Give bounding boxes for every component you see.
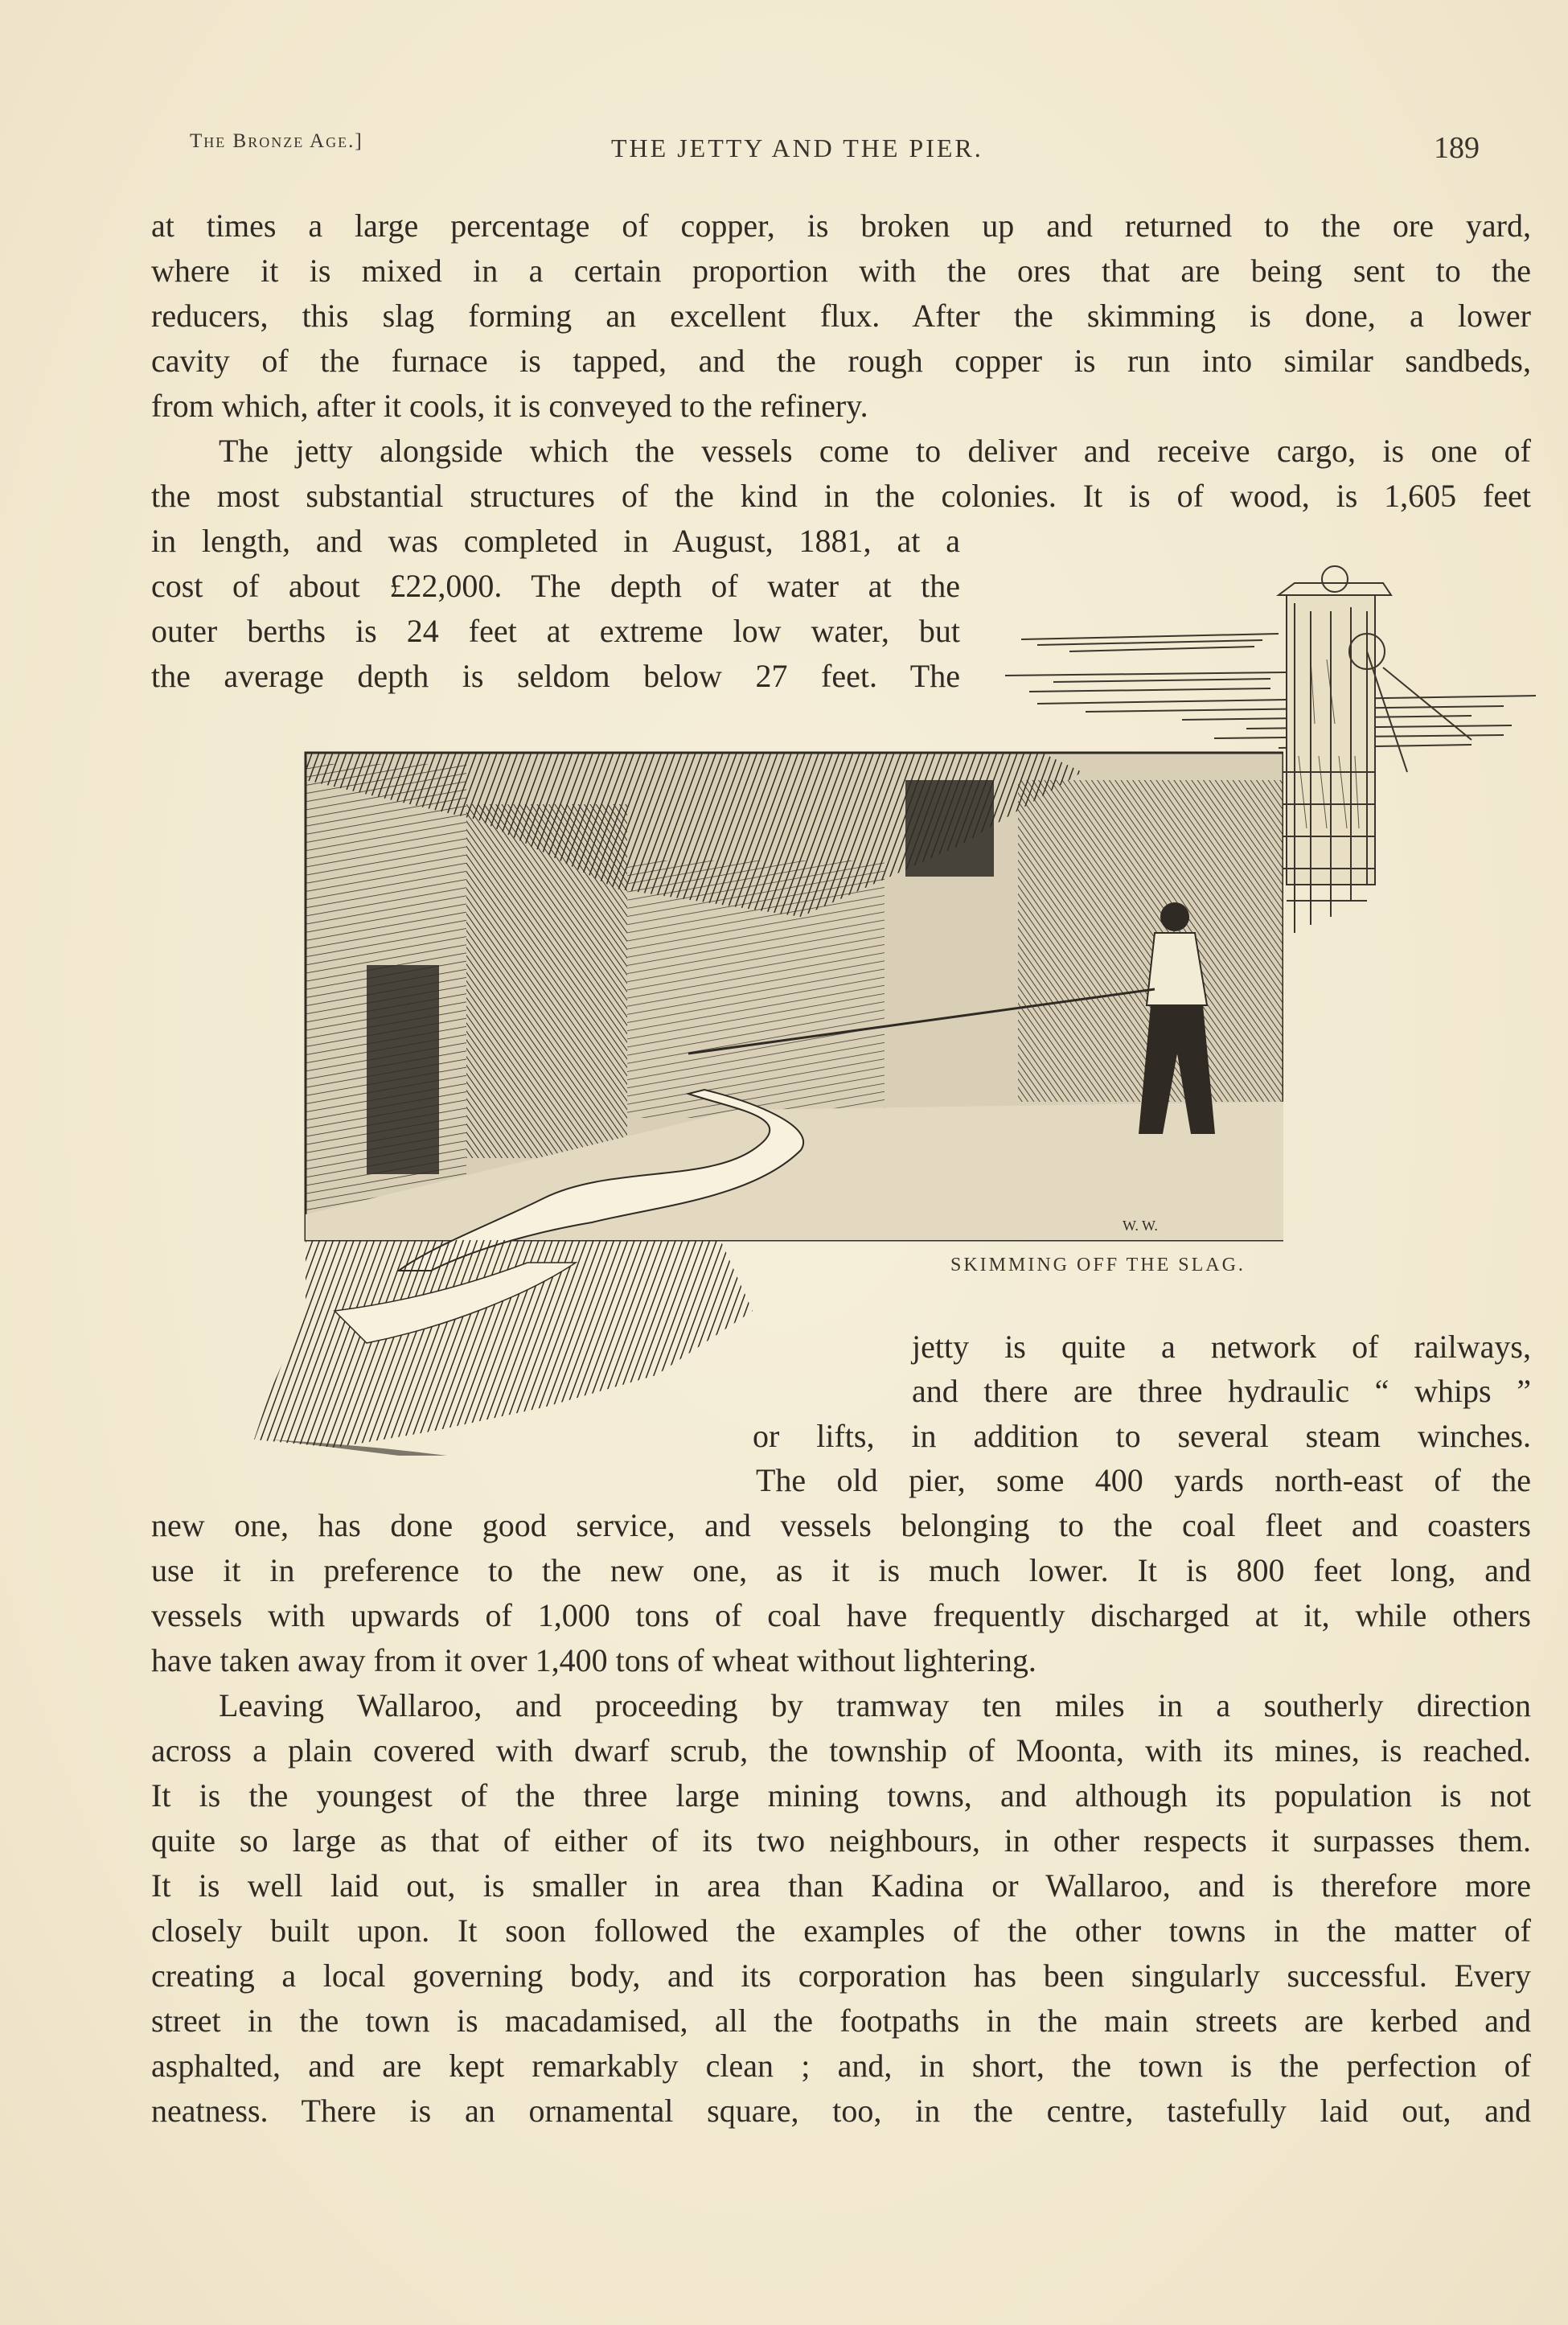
text-line: quite so large as that of either of its two neighbours, in other respects it surpasses them.	[151, 1822, 1531, 1859]
page-number: 189	[1434, 131, 1480, 165]
text-line: new one, has done good service, and vessels belonging to the coal fleet and coasters	[151, 1507, 1531, 1543]
text-line: have taken away from it over 1,400 tons of wheat without lightering.	[151, 1642, 1036, 1678]
text-line: and there are three hydraulic “ whips ”	[912, 1373, 1531, 1409]
text-line: neatness. There is an ornamental square, too, in the centre, tastefully laid out, and	[151, 2093, 1531, 2129]
illustration-caption: SKIMMING OFF THE SLAG.	[950, 1255, 1246, 1275]
text-line: The jetty alongside which the vessels come to deliver and receive cargo, is one of	[219, 433, 1531, 469]
text-line: cost of about £22,000. The depth of water at the	[151, 568, 960, 604]
running-head: The Bronze Age.]	[190, 130, 363, 152]
text-line: the most substantial structures of the kind in the colonies. It is of wood, is 1,605 feet	[151, 478, 1531, 514]
page-header	[0, 130, 1568, 170]
text-line: across a plain covered with dwarf scrub, the township of Moonta, with its mines, is reached.	[151, 1732, 1531, 1768]
text-line: asphalted, and are kept remarkably clean ; and, in short, the town is the perfection of	[151, 2048, 1531, 2084]
text-line: jetty is quite a network of railways,	[912, 1329, 1531, 1365]
text-line: vessels with upwards of 1,000 tons of coal have frequently discharged at it, while others	[151, 1597, 1531, 1633]
text-line: reducers, this slag forming an excellent flux. After the skimming is done, a lower	[151, 298, 1531, 334]
text-line: Leaving Wallaroo, and proceeding by tramway ten miles in a southerly direction	[219, 1687, 1531, 1723]
text-line: It is the youngest of the three large mining towns, and although its population is not	[151, 1777, 1531, 1814]
page-title: THE JETTY AND THE PIER.	[611, 134, 983, 162]
text-line: cavity of the furnace is tapped, and the rough copper is run into similar sandbeds,	[151, 343, 1531, 379]
text-line: use it in preference to the new one, as it is much lower. It is 800 feet long, and	[151, 1552, 1531, 1588]
text-line: or lifts, in addition to several steam winches.	[753, 1418, 1531, 1454]
text-line: closely built upon. It soon followed the examples of the other towns in the matter of	[151, 1912, 1531, 1949]
text-line: It is well laid out, is smaller in area than Kadina or Wallaroo, and is therefore more	[151, 1867, 1531, 1904]
text-line: the average depth is seldom below 27 feet. The	[151, 658, 960, 694]
text-line: outer berths is 24 feet at extreme low water, but	[151, 613, 960, 649]
artist-signature: W. W.	[1123, 1218, 1158, 1234]
text-line: creating a local governing body, and its corporation has been singularly successful. Every	[151, 1957, 1531, 1994]
text-line: at times a large percentage of copper, is broken up and returned to the ore yard,	[151, 207, 1531, 244]
text-line: The old pier, some 400 yards north-east of the	[756, 1462, 1531, 1498]
text-line: in length, and was completed in August, 1881, at a	[151, 523, 960, 559]
text-line: from which, after it cools, it is conveyed to the refinery.	[151, 388, 868, 424]
text-line: street in the town is macadamised, all the footpaths in the main streets are kerbed and	[151, 2003, 1531, 2039]
text-line: where it is mixed in a certain proportion with the ores that are being sent to the	[151, 253, 1531, 289]
